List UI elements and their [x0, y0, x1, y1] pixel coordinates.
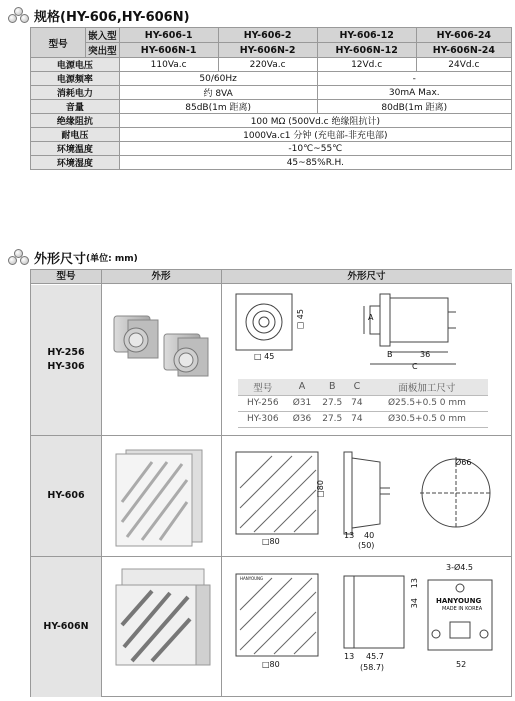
- table-row: [31, 72, 512, 86]
- dim-label: 52: [456, 660, 467, 669]
- table-row: [31, 86, 512, 100]
- table-row: [31, 114, 512, 128]
- freq-ac: 50/60Hz: [119, 72, 317, 86]
- sub-cell: Ø25.5+0.5 0 mm: [366, 395, 488, 411]
- sub-cell: Ø30.5+0.5 0 mm: [366, 411, 488, 427]
- dim-section-title: [8, 248, 138, 266]
- dim-label: 13: [410, 578, 419, 589]
- hy606n-side-drawing: [340, 572, 410, 652]
- dim-label: □ 45: [296, 309, 305, 331]
- bullet-dots-icon: [8, 7, 30, 23]
- model-cell: HY-606-2: [218, 28, 317, 43]
- model-name: HY-256: [47, 347, 85, 358]
- divider: [101, 270, 102, 696]
- freq-dc: -: [317, 72, 511, 86]
- model-name: HY-606N: [43, 621, 89, 632]
- temp-label: 环境温度: [31, 142, 120, 156]
- divider: [221, 270, 222, 696]
- dim-label: 45.7: [366, 652, 384, 661]
- dim-label: □80: [262, 537, 280, 546]
- dim-unit: (单位: mm): [86, 253, 138, 264]
- col-dims-header: 外形尺寸: [221, 270, 512, 284]
- table-row: [31, 28, 512, 43]
- model-cell: HY-606-12: [317, 28, 416, 43]
- table-row: [31, 156, 512, 170]
- dim-label: 13: [344, 652, 355, 661]
- row-legacy-label: 嵌入型: [86, 28, 120, 43]
- spec-section-title: [8, 6, 190, 24]
- hy606n-front-drawing: [232, 570, 332, 670]
- sub-cell: Ø36: [288, 411, 317, 427]
- row1-model: [31, 285, 101, 435]
- withstand-value: 1000Va.c1 分钟 (充电部-非充电部): [119, 128, 511, 142]
- table-row: [31, 142, 512, 156]
- dim-label: C: [412, 362, 418, 371]
- power-dc: 30mA Max.: [317, 86, 511, 100]
- divider: [31, 556, 511, 557]
- table-row: [31, 43, 512, 58]
- sub-header: C: [348, 379, 366, 395]
- model-cell: HY-606-1: [119, 28, 218, 43]
- dim-label: B: [387, 350, 393, 359]
- table-row: [31, 128, 512, 142]
- withstand-label: 耐电压: [31, 128, 120, 142]
- panel-brand: HANYOUNG: [240, 576, 264, 581]
- insulation-value: 100 MΩ (500Vd.c 绝缘阻抗计): [119, 114, 511, 128]
- table-row: [238, 411, 488, 427]
- sub-cell: 74: [348, 395, 366, 411]
- power-ac: 约 8VA: [119, 86, 317, 100]
- spec-title: 规格(HY-606,HY-606N): [34, 9, 190, 25]
- dim-label: 3-Ø4.5: [446, 563, 473, 572]
- voltage-cell: 24Vd.c: [416, 58, 511, 72]
- model-cell: HY-606N-1: [119, 43, 218, 58]
- dim-label: 40: [364, 531, 375, 540]
- table-row: [31, 100, 512, 114]
- brand-logo: HANYOUNG: [436, 597, 482, 605]
- dim-label: □80: [262, 660, 280, 669]
- humidity-label: 环境湿度: [31, 156, 120, 170]
- col-model-header: 型号: [31, 270, 101, 284]
- dim-label: 34: [410, 598, 419, 609]
- freq-label: 电源频率: [31, 72, 120, 86]
- voltage-label: 电源电压: [31, 58, 120, 72]
- dim-label: Ø66: [455, 458, 472, 467]
- row3-model: [31, 557, 101, 697]
- dim-label: (50): [358, 541, 375, 550]
- bullet-dots-icon: [8, 249, 30, 265]
- model-name: HY-306: [47, 361, 85, 372]
- side-view-drawing: [360, 290, 470, 372]
- sound-ac: 85dB(1m 距离): [119, 100, 317, 114]
- voltage-cell: 12Vd.c: [317, 58, 416, 72]
- hy606-panel-cutout: [418, 455, 498, 535]
- model-cell: HY-606N-12: [317, 43, 416, 58]
- panel-cutout-table: [238, 379, 488, 428]
- hy606n-back-drawing: [424, 572, 498, 658]
- row2-model: [31, 436, 101, 556]
- col-shape-header: 外形: [101, 270, 221, 284]
- divider: [31, 435, 511, 436]
- sub-cell: Ø31: [288, 395, 317, 411]
- model-name: HY-606: [47, 490, 85, 501]
- sub-cell: HY-306: [238, 411, 288, 427]
- product-photo-hy606n: [112, 565, 212, 675]
- power-label: 消耗电力: [31, 86, 120, 100]
- sub-header: B: [317, 379, 348, 395]
- product-photo-hy606: [112, 442, 212, 552]
- table-row: [31, 58, 512, 72]
- sound-dc: 80dB(1m 距离): [317, 100, 511, 114]
- sub-header: 型号: [238, 379, 288, 395]
- dim-label: 36: [420, 350, 431, 359]
- spec-table: [30, 27, 512, 170]
- model-cell: HY-606N-2: [218, 43, 317, 58]
- sub-cell: 27.5: [317, 395, 348, 411]
- dim-title: 外形尺寸: [34, 251, 87, 267]
- temp-value: -10℃~55℃: [119, 142, 511, 156]
- sub-cell: 74: [348, 411, 366, 427]
- table-row: [238, 379, 488, 395]
- humidity-value: 45~85%R.H.: [119, 156, 511, 170]
- model-cell: HY-606N-24: [416, 43, 511, 58]
- insulation-label: 绝缘阻抗: [31, 114, 120, 128]
- product-photo-hy256: [106, 290, 216, 390]
- sub-cell: 27.5: [317, 411, 348, 427]
- table-row: [238, 395, 488, 411]
- dim-label: 13: [344, 531, 355, 540]
- sub-header: A: [288, 379, 317, 395]
- model-cell: HY-606-24: [416, 28, 511, 43]
- voltage-cell: 220Va.c: [218, 58, 317, 72]
- voltage-cell: 110Va.c: [119, 58, 218, 72]
- sub-header: 面板加工尺寸: [366, 379, 488, 395]
- dim-label: (58.7): [360, 663, 385, 672]
- row-open-label: 突出型: [86, 43, 120, 58]
- sound-label: 音量: [31, 100, 120, 114]
- sub-cell: HY-256: [238, 395, 288, 411]
- made-in-label: MADE IN KOREA: [442, 606, 483, 612]
- dim-label: A: [368, 313, 374, 322]
- model-label: 型号: [31, 28, 86, 58]
- dim-label: □80: [316, 480, 325, 500]
- dim-label: □ 45: [254, 352, 275, 361]
